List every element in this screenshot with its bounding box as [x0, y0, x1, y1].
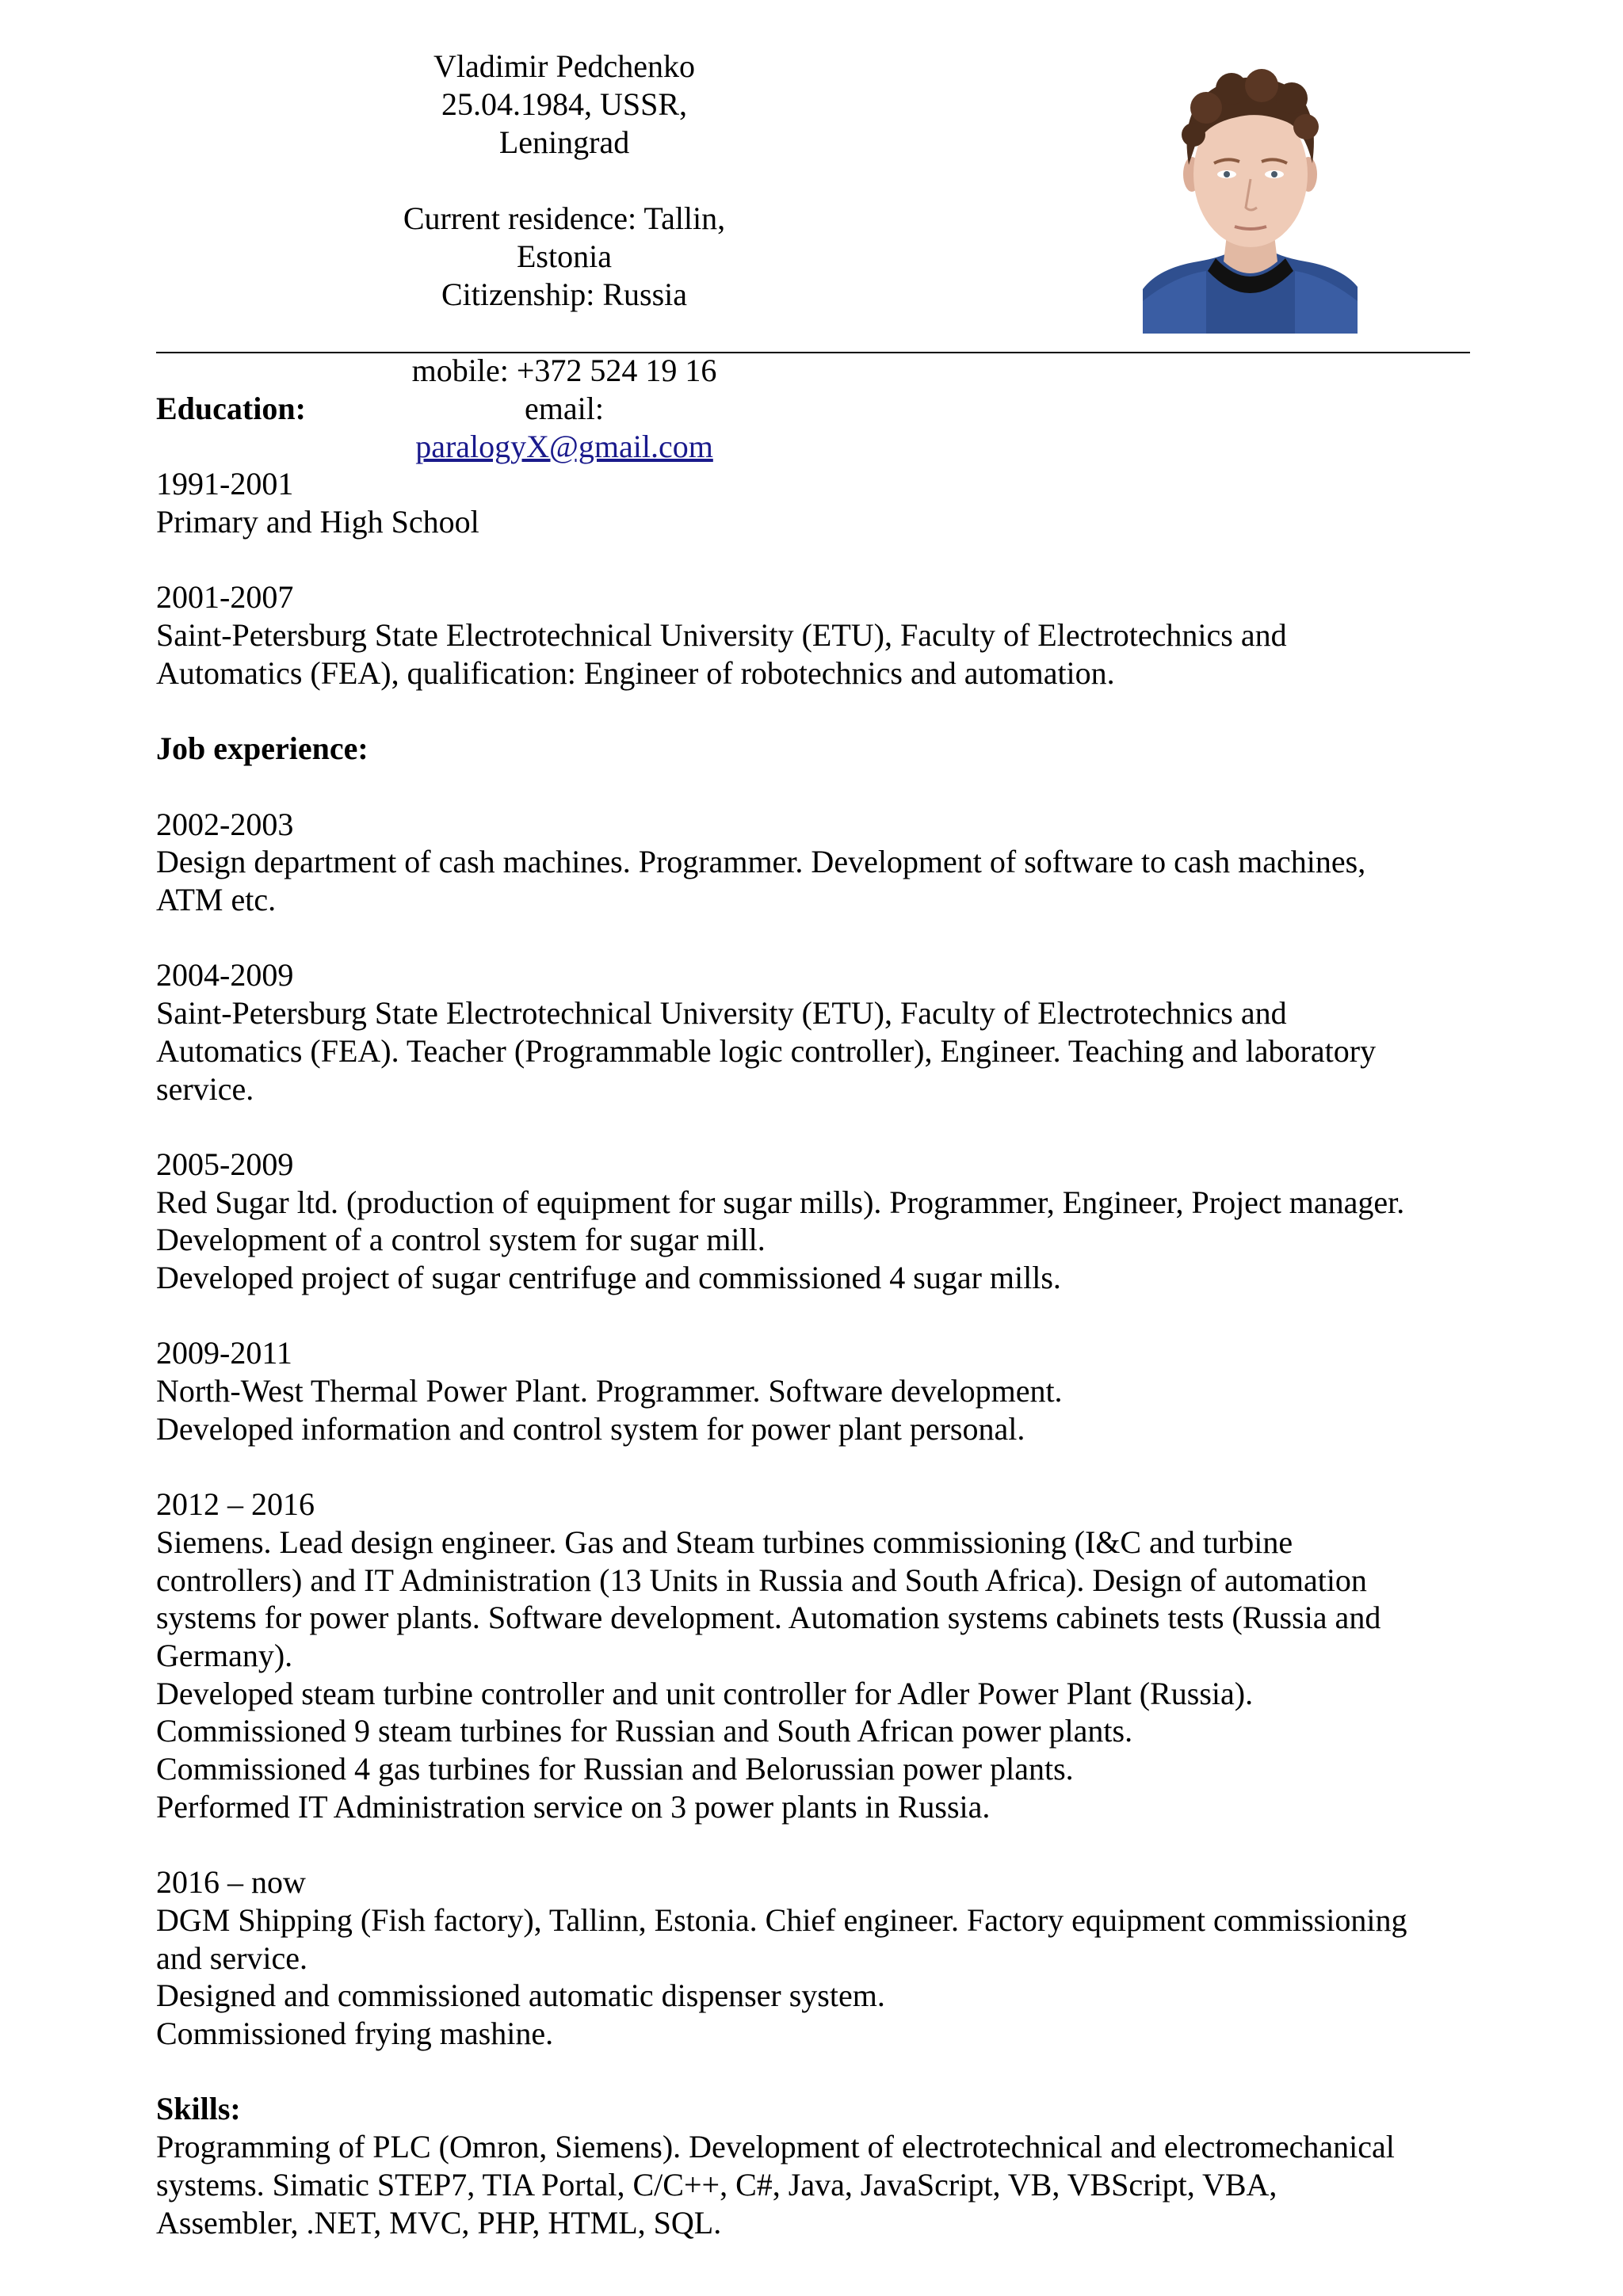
job-period: 2016 – now: [156, 1864, 306, 1901]
profile-photo: [1143, 63, 1358, 334]
education-line: Automatics (FEA), qualification: Engineer of robotechnics and automation.: [156, 654, 1115, 691]
job-line: ATM etc.: [156, 882, 277, 918]
birth-info: 25.04.1984, USSR, Leningrad: [441, 86, 688, 160]
person-name: Vladimir Pedchenko: [433, 48, 695, 84]
job-line: and service.: [156, 1939, 308, 1976]
job-line: Designed and commissioned automatic dispenser system.: [156, 1978, 885, 2014]
job-line: systems for power plants. Software development. Automation systems cabinets tests (Russia and: [156, 1600, 1381, 1636]
job-line: Developed information and control system for power plant personal.: [156, 1410, 1025, 1447]
job-line: North-West Thermal Power Plant. Programmer. Software development.: [156, 1373, 1063, 1409]
email-label: email:: [525, 391, 604, 426]
cv-body: [156, 390, 1487, 2241]
job-period: 2009-2011: [156, 1335, 292, 1371]
mobile: mobile: +372 524 19 16: [411, 353, 717, 388]
education-period: 2001-2007: [156, 579, 294, 616]
job-period: 2012 – 2016: [156, 1486, 315, 1523]
job-line: Development of a control system for sugar mill.: [156, 1222, 766, 1258]
job-line: Red Sugar ltd. (production of equipment for sugar mills). Programmer, Engineer, Project manager.: [156, 1184, 1405, 1220]
education-line: Primary and High School: [156, 504, 479, 540]
education-line: Saint-Petersburg State Electrotechnical University (ETU), Faculty of Electrotechnics and: [156, 617, 1287, 654]
job-line: Saint-Petersburg State Electrotechnical University (ETU), Faculty of Electrotechnics and: [156, 995, 1287, 1032]
job-line: Commissioned 9 steam turbines for Russian and South African power plants.: [156, 1713, 1133, 1749]
education-heading: Education:: [156, 391, 306, 426]
job-line: Automatics (FEA). Teacher (Programmable logic controller), Engineer. Teaching and laboratory: [156, 1032, 1377, 1069]
job-line: Performed IT Administration service on 3 power plants in Russia.: [156, 1788, 991, 1825]
residence: Current residence: Tallin, Estonia: [403, 200, 726, 274]
job-line: Developed steam turbine controller and unit controller for Adler Power Plant (Russia).: [156, 1675, 1254, 1711]
skills-line: Programming of PLC (Omron, Siemens). Development of electrotechnical and electromechanical: [156, 2129, 1395, 2165]
job-line: controllers) and IT Administration (13 Units in Russia and South Africa). Design of automation: [156, 1562, 1367, 1598]
skills-line: systems. Simatic STEP7, TIA Portal, C/C++, C#, Java, JavaScript, VB, VBScript, VBA,: [156, 2166, 1277, 2203]
citizenship: Citizenship: Russia: [441, 277, 687, 312]
skills-line: Assembler, .NET, MVC, PHP, HTML, SQL.: [156, 2204, 722, 2241]
education-period: 1991-2001: [156, 466, 294, 502]
portrait-image: [1143, 63, 1358, 334]
job-line: Developed project of sugar centrifuge and commissioned 4 sugar mills.: [156, 1260, 1061, 1296]
job-period: 2004-2009: [156, 957, 294, 994]
job-period: 2002-2003: [156, 806, 294, 842]
job-line: service.: [156, 1070, 254, 1107]
job-line: Siemens. Lead design engineer. Gas and Steam turbines commissioning (I&C and turbine: [156, 1524, 1293, 1560]
job-line: Commissioned 4 gas turbines for Russian and Belorussian power plants.: [156, 1751, 1074, 1787]
email-link[interactable]: paralogyX@gmail.com: [415, 429, 713, 464]
job-line: Design department of cash machines. Programmer. Development of software to cash machines,: [156, 844, 1366, 880]
job-line: DGM Shipping (Fish factory), Tallinn, Estonia. Chief engineer. Factory equipment commissioning: [156, 1901, 1407, 1938]
job-period: 2005-2009: [156, 1146, 294, 1182]
job-line: Germany).: [156, 1638, 293, 1674]
jobs-heading: Job experience:: [156, 730, 369, 767]
skills-heading: Skills:: [156, 2091, 241, 2127]
job-line: Commissioned frying mashine.: [156, 2016, 554, 2052]
